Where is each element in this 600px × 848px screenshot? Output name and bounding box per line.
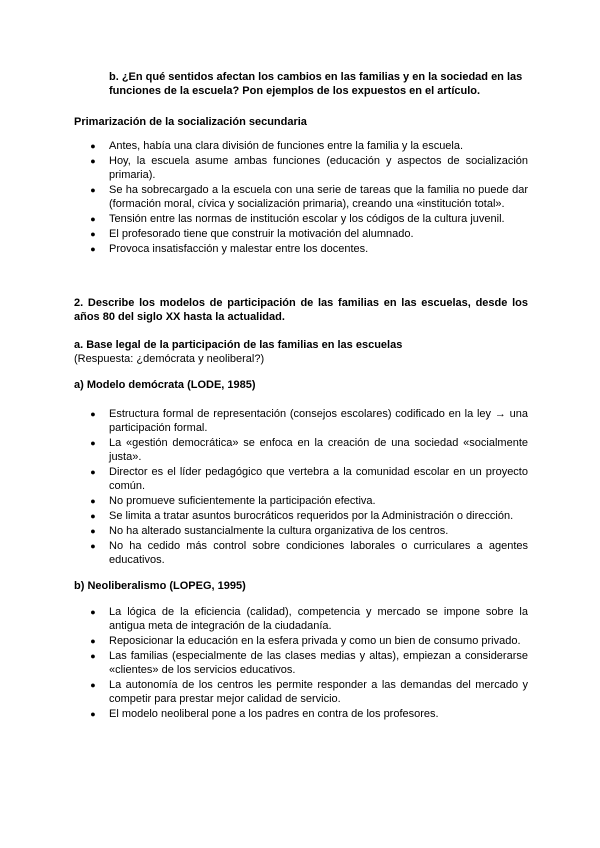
list-item: ● El modelo neoliberal pone a los padres en contra de los profesores. bbox=[88, 707, 528, 721]
bullet-icon: ● bbox=[90, 636, 96, 646]
model-1-title: a) Modelo demócrata (LODE, 1985) bbox=[74, 379, 256, 391]
section-1-list bbox=[88, 139, 528, 257]
list-item: ● Las familias (especialmente de las clases medias y altas), empiezan a considerarse «clientes» de los servicios educativos. bbox=[88, 649, 528, 677]
list-item: ● Se limita a tratar asuntos burocráticos requeridos por la Administración o dirección. bbox=[88, 509, 528, 523]
list-item: ● Reposicionar la educación en la esfera privada y como un bien de consumo privado. bbox=[88, 634, 528, 648]
bullet-icon: ● bbox=[90, 214, 96, 224]
bullet-icon: ● bbox=[90, 541, 96, 551]
bullet-icon: ● bbox=[90, 141, 96, 151]
question-1b-heading: b. ¿En qué sentidos afectan los cambios en las familias y en la sociedad en las funciones de la escuela? Pon ejemplos de los expuestos en el artículo. bbox=[109, 71, 523, 97]
question-2-heading: 2. Describe los modelos de participación de las familias en las escuelas, desde los años 80 del siglo XX hasta la actualidad. bbox=[74, 297, 528, 323]
list-item: ● Tensión entre las normas de institución escolar y los códigos de la cultura juvenil. bbox=[88, 212, 528, 226]
bullet-icon: ● bbox=[90, 526, 96, 536]
bullet-icon: ● bbox=[90, 511, 96, 521]
list-item: ● Provoca insatisfacción y malestar entre los docentes. bbox=[88, 242, 528, 256]
bullet-icon: ● bbox=[90, 651, 96, 661]
list-item: ● Se ha sobrecargado a la escuela con una serie de tareas que la familia no puede dar (formación moral, cívica y socialización primaria), creando una «institución total». bbox=[88, 183, 528, 211]
list-item: ● La «gestión democrática» se enfoca en la creación de una sociedad «socialmente justa». bbox=[88, 436, 528, 464]
list-item: ● La lógica de la eficiencia (calidad), competencia y mercado se impone sobre la antigua meta de integración de la ciudadanía. bbox=[88, 605, 528, 633]
list-item: ● Estructura formal de representación (consejos escolares) codificado en la ley → una participación formal. bbox=[88, 407, 528, 435]
model-1-list bbox=[88, 407, 528, 568]
bullet-icon: ● bbox=[90, 680, 96, 690]
list-item: ● No promueve suficientemente la participación efectiva. bbox=[88, 494, 528, 508]
list-item: ● Antes, había una clara división de funciones entre la familia y la escuela. bbox=[88, 139, 528, 153]
list-item: ● Director es el líder pedagógico que vertebra a la comunidad escolar en un proyecto común. bbox=[88, 465, 528, 493]
bullet-icon: ● bbox=[90, 496, 96, 506]
bullet-icon: ● bbox=[90, 244, 96, 254]
question-2a-note: (Respuesta: ¿demócrata y neoliberal?) bbox=[74, 353, 265, 365]
list-item: ● No ha cedido más control sobre condiciones laborales o curriculares a agentes educativos. bbox=[88, 539, 528, 567]
model-2-list bbox=[88, 605, 528, 722]
bullet-icon: ● bbox=[90, 467, 96, 477]
bullet-icon: ● bbox=[90, 409, 96, 419]
bullet-icon: ● bbox=[90, 229, 96, 239]
bullet-icon: ● bbox=[90, 438, 96, 448]
list-item: ● No ha alterado sustancialmente la cultura organizativa de los centros. bbox=[88, 524, 528, 538]
model-2-title: b) Neoliberalismo (LOPEG, 1995) bbox=[74, 580, 246, 592]
bullet-icon: ● bbox=[90, 156, 96, 166]
question-2a-heading: a. Base legal de la participación de las familias en las escuelas bbox=[74, 339, 403, 351]
section-1-title: Primarización de la socialización secundaria bbox=[74, 116, 307, 128]
list-item: ● Hoy, la escuela asume ambas funciones (educación y aspectos de socialización primaria). bbox=[88, 154, 528, 182]
bullet-icon: ● bbox=[90, 607, 96, 617]
bullet-icon: ● bbox=[90, 709, 96, 719]
bullet-icon: ● bbox=[90, 185, 96, 195]
list-item: ● La autonomía de los centros les permite responder a las demandas del mercado y competir para prestar mejor calidad de servicio. bbox=[88, 678, 528, 706]
list-item: ● El profesorado tiene que construir la motivación del alumnado. bbox=[88, 227, 528, 241]
